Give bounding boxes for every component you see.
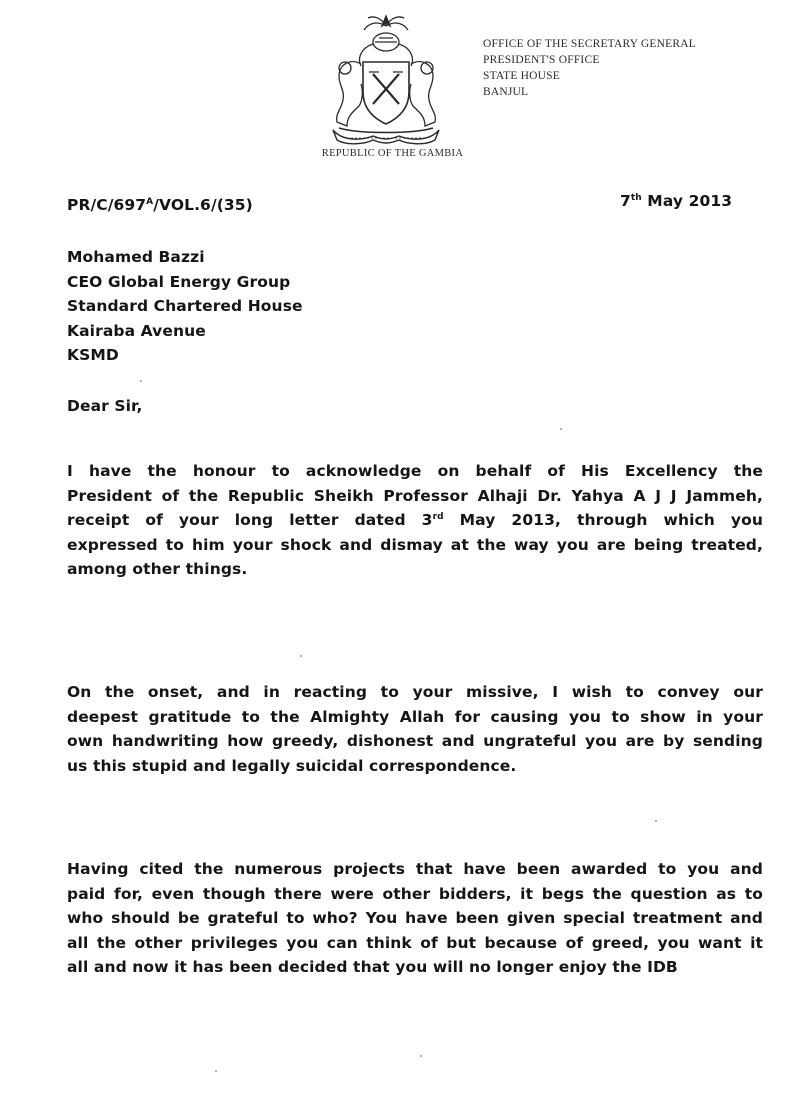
reference-number: $PR/C/697^A/VOL.6/(35)$ — [67, 196, 253, 214]
scan-speck — [140, 380, 142, 382]
office-line: BANJUL — [483, 86, 529, 98]
paragraph-line: deepest gratitude to the Almighty Allah for causing you to show in your — [67, 707, 763, 726]
recipient-line: CEO Global Energy Group — [67, 272, 291, 291]
paragraph-line: paid for, even though there were other bidders, it begs the question as to — [67, 884, 763, 903]
paragraph-line: all the other privileges you can think of but because of greed, you want it — [67, 933, 763, 952]
paragraph-line: Having cited the numerous projects that have been awarded to you and — [67, 860, 763, 878]
recipient-line: Kairaba Avenue — [67, 321, 206, 340]
coat-of-arms-icon — [325, 12, 447, 147]
recipient-line: Standard Chartered House — [67, 297, 303, 315]
paragraph-line: own handwriting how greedy, dishonest and ungrateful you are by sending — [67, 732, 763, 750]
office-line: PRESIDENT'S OFFICE — [483, 54, 600, 66]
office-line: STATE HOUSE — [483, 70, 560, 82]
paragraph-line: us this stupid and legally suicidal correspondence. — [67, 756, 517, 775]
office-line: OFFICE OF THE SECRETARY GENERAL — [483, 38, 696, 50]
recipient-line: KSMD — [67, 346, 119, 364]
paragraph-line: expressed to him your shock and dismay at the way you are being treated, — [67, 535, 763, 554]
paragraph-gratitude — [67, 680, 763, 778]
scan-speck — [655, 820, 657, 822]
office-address — [483, 36, 696, 100]
paragraph-projects — [67, 857, 763, 980]
paragraph-line: among other things. — [67, 560, 248, 578]
paragraph-line: all and now it has been decided that you will no longer enjoy the IDB — [67, 958, 678, 976]
salutation: Dear Sir, — [67, 397, 143, 415]
paragraph-line: I have the honour to acknowledge on behalf of His Excellency the — [67, 462, 763, 480]
country-caption: REPUBLIC OF THE GAMBIA — [321, 148, 464, 159]
recipient-name: Mohamed Bazzi — [67, 248, 205, 266]
recipient-address — [67, 245, 303, 368]
paragraph-line: On the onset, and in reacting to your missive, I wish to convey our — [67, 683, 763, 701]
scan-speck — [420, 1055, 422, 1057]
scan-speck — [300, 655, 302, 657]
scan-speck — [560, 428, 562, 430]
paragraph-acknowledgement — [67, 459, 763, 582]
paragraph-line: receipt of your long letter dated 3rd May 2013, through which you — [67, 511, 763, 529]
paragraph-line: who should be grateful to who? You have been given special treatment and — [67, 909, 763, 927]
paragraph-line: President of the Republic Sheikh Professor Alhaji Dr. Yahya A J J Jammeh, — [67, 486, 763, 505]
letter-date: 7th May 2013 — [620, 192, 733, 210]
scan-speck — [215, 1070, 217, 1072]
